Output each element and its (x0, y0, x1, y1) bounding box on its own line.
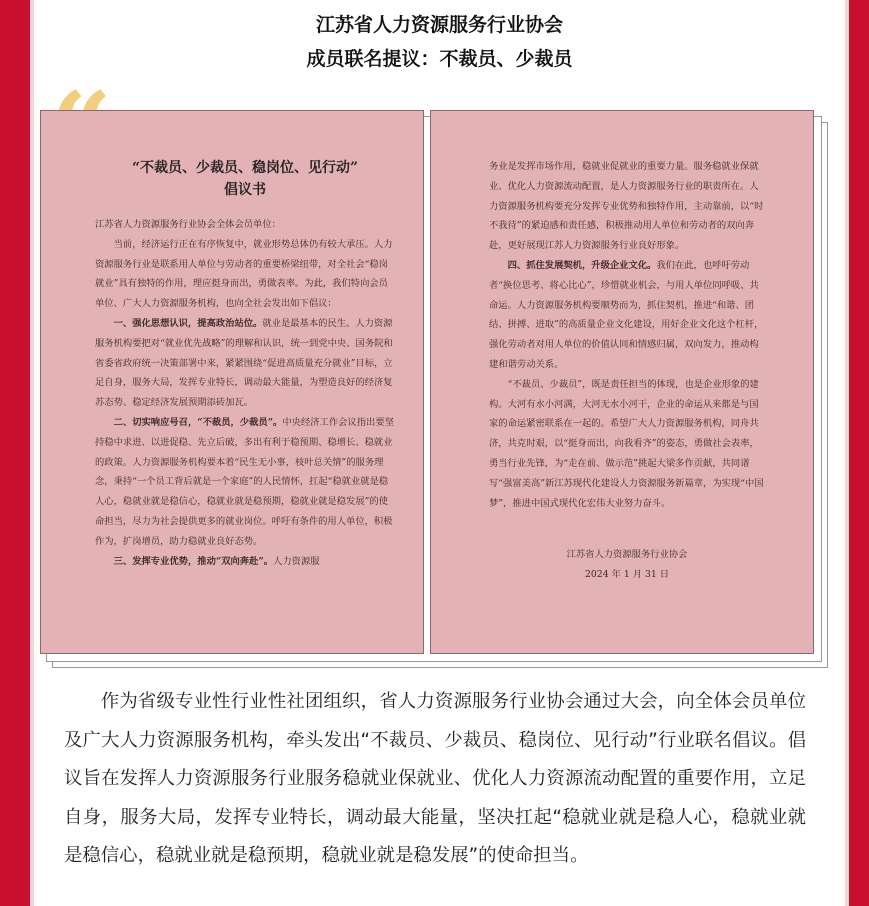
letter-subtitle: 倡议书 (224, 182, 266, 198)
page-subtitle: 成员联名提议：不裁员、少裁员 (306, 48, 573, 70)
section-heading: 三、发挥专业优势，推动“双向奔赴”。 (113, 555, 274, 567)
letter-page-right (430, 110, 814, 654)
letter-page-left (40, 110, 424, 654)
letter-paragraph: 二、切实响应号召，“不裁员，少裁员”。中央经济工作会议指出要坚持稳中求进、以进促稳、先立后破，多出有利于稳预期、稳增长、稳就业的政策。人力资源服务机构要本着“民生无小事，枝叶总关情”的服务理念，秉持“一个员工背后就是一个家庭”的人民情怀，扛起“稳就业就是稳人心，稳就业就是稳信心，稳就业就是稳预期，稳就业就是稳发展”的使命担当，尽力为社会提供更多的就业岗位。呼吁有条件的用人单位，积极作为，扩岗增员，助力稳就业良好态势。 (95, 416, 394, 547)
letter-paragraph: 一、强化思想认识，提高政治站位。就业是最基本的民生。人力资源服务机构要把对“就业优先战略”的理解和认识，统一到党中央、国务院和省委省政府统一决策部署中来，紧紧围绕“促进高质量充分就业”目标，立足自身，服务大局，发挥专业特长，调动最大能量，为塑造良好的经济复苏态势、稳定经济发展预期添砖加瓦。 (95, 317, 393, 409)
section-heading: 一、强化思想认识，提高政治站位。 (113, 317, 263, 329)
page-title: 江苏省人力资源服务行业协会 (315, 14, 563, 36)
right-red-border (845, 0, 869, 906)
signature-org: 江苏省人力资源服务行业协会 (566, 549, 688, 561)
letter-title: “不裁员、少裁员、稳岗位、见行动” (131, 160, 359, 176)
letter-paragraph: “不裁员、少裁员”，既是责任担当的体现，也是企业形象的建构。大河有水小河满，大河无水小河干，企业的命运从来都是与国家的命运紧密联系在一起的。希望广大人力资源服务机构，同舟共济，共克时艰，以“挺身而出，向我看齐”的姿态，勇做社会表率，勇当行业先锋，为“走在前、做示范”挑起大梁多作贡献，共同谱写“强富美高”新江苏现代化建设人力资源服务新篇章，为实现“中国梦”，推进中国式现代化宏伟大业努力奋斗。 (489, 378, 764, 509)
signature-date: 2024 年 1 月 31 日 (584, 569, 670, 581)
letter-paragraph: 务业是发挥市场作用，稳就业促就业的重要力量。服务稳就业保就业、优化人力资源流动配置，是人力资源服务行业的职责所在。人力资源服务机构要充分发挥专业优势和独特作用，主动靠前，以“时不我待”的紧迫感和责任感，积极推动用人单位和劳动者的双向奔赴，更好展现江苏人力资源服务行业良好形象。 (489, 161, 764, 252)
letter-paragraph: 四、抓住发展契机，升级企业文化。我们在此，也呼吁劳动者“换位思考、将心比心”，珍惜就业机会，与用人单位同呼吸、共命运。人力资源服务机构要顺势而为，抓住契机，推进“和谐、团结、拼搏、进取”的高质量企业文化建设，用好企业文化这个杠杆，强化劳动者对用人单位的价值认同和情感归属，双向发力，推动构建和谐劳动关系。 (489, 259, 764, 370)
section-heading: 四、抓住发展契机，升级企业文化。 (507, 259, 657, 271)
article-body-paragraph: 作为省级专业性行业性社团组织，省人力资源服务行业协会通过大会，向全体会员单位及广大人力资源服务机构，牵头发出“不裁员、少裁员、稳岗位、见行动”行业联名倡议。倡议旨在发挥人力资源服务行业服务稳就业保就业、优化人力资源流动配置的重要作用，立足自身，服务大局，发挥专业特长，调动最大能量，坚决扛起“稳就业就是稳人心，稳就业就是稳信心，稳就业就是稳预期，稳就业就是稳发展”的使命担当。 (64, 691, 806, 866)
left-red-border (0, 0, 34, 906)
section-heading: 二、切实响应号召，“不裁员，少裁员”。 (113, 416, 283, 428)
letter-salutation: 江苏省人力资源服务行业协会全体会员单位： (95, 219, 281, 230)
letter-paragraph: 三、发挥专业优势，推动“双向奔赴”。人力资源服 (113, 555, 320, 567)
letter-paragraph: 当前，经济运行正在有序恢复中，就业形势总体仍有较大承压。人力资源服务行业是联系用人单位与劳动者的重要桥梁纽带，对全社会“稳岗就业”具有独特的作用，理应挺身而出，勇做表率。为此，我们特向会员单位、广大人力资源服务机构，也向全社会发出如下倡议： (95, 238, 393, 310)
